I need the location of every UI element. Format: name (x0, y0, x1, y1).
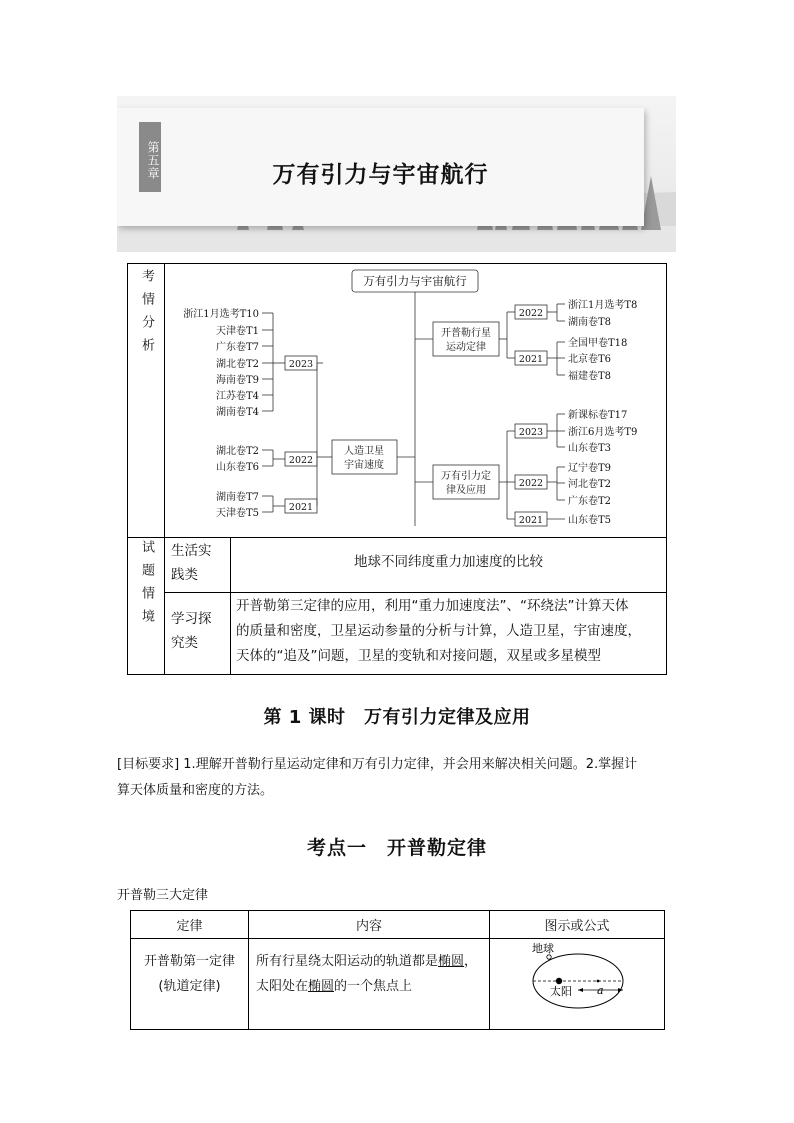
sun-icon (556, 978, 562, 984)
year-label: 2022 (288, 455, 314, 466)
table-row (131, 939, 665, 1030)
column-header: 图示或公式 (490, 911, 665, 939)
column-header: 内容 (249, 911, 490, 939)
year-label: 2022 (518, 478, 544, 489)
sun-label: 太阳 (550, 985, 572, 998)
branch-label: 人造卫星 (344, 446, 384, 457)
exam-item: 辽宁卷T9 (568, 463, 612, 474)
kepler-laws-table (130, 910, 665, 1030)
table-header-row (131, 911, 665, 939)
earth-label: 地球 (532, 942, 554, 955)
year-label: 2021 (518, 354, 544, 365)
law-content: 所有行星绕太阳运动的轨道都是椭圆， 太阳处在椭圆的一个焦点上 (249, 939, 490, 1030)
exam-item: 河北卷T2 (568, 479, 612, 490)
section-intro: 开普勒三大定律 (117, 888, 209, 903)
year-label: 2023 (288, 359, 314, 370)
exam-item: 北京卷T6 (568, 354, 612, 365)
exam-item: 山东卷T6 (215, 462, 259, 473)
scenario-content: 开普勒第三定律的应用，利用“重力加速度法”、“环绕法”计算天体 的质量和密度，卫星运动参量的分析与计算，人造卫星，宇宙速度， 天体的“追及”问题，卫星的变轨和对接问题，双星或多星模型 (236, 598, 641, 664)
exam-item: 山东卷T3 (568, 443, 612, 454)
exam-item: 湖北卷T2 (215, 446, 259, 457)
scenario-type: 学习探 究类 (171, 611, 212, 651)
exam-item: 湖北卷T2 (215, 359, 259, 370)
column-header: 定律 (131, 911, 249, 939)
year-label: 2022 (518, 308, 544, 319)
exam-mindmap (165, 264, 666, 537)
exam-item: 天津卷T1 (215, 326, 259, 337)
exam-item: 海南卷T9 (215, 375, 259, 386)
ellipse-orbit-diagram (490, 939, 664, 1019)
year-label: 2021 (518, 515, 544, 526)
axis-label: a (597, 984, 604, 997)
chapter-banner (117, 96, 676, 252)
exam-item: 湖南卷T4 (215, 407, 259, 418)
exam-item: 广东卷T2 (568, 496, 612, 507)
exam-item: 浙江6月选考T9 (568, 427, 638, 438)
section-title: 考点一 开普勒定律 (306, 837, 487, 859)
law-diagram (490, 939, 665, 1030)
year-label: 2023 (518, 427, 544, 438)
law-name: 开普勒第一定律 (轨道定律) (131, 939, 249, 1030)
branch-label: 开普勒行星 (441, 328, 491, 339)
scenario-type: 生活实 践类 (171, 543, 212, 583)
exam-item: 浙江1月选考T8 (568, 300, 638, 311)
year-label: 2021 (288, 502, 314, 513)
exam-item: 山东卷T5 (568, 515, 612, 526)
exam-item: 江苏卷T4 (215, 391, 259, 402)
banner-card (117, 108, 644, 226)
scenario-content: 地球不同纬度重力加速度的比较 (354, 554, 543, 570)
branch-label: 万有引力定 (441, 471, 491, 482)
exam-item: 湖南卷T8 (568, 317, 612, 328)
goals-tag: [目标要求] (117, 757, 180, 772)
chapter-title: 万有引力与宇宙航行 (272, 162, 489, 188)
exam-item: 全国甲卷T18 (568, 338, 628, 349)
exam-item: 天津卷T5 (215, 508, 259, 519)
exam-item: 湖南卷T7 (215, 492, 259, 503)
exam-item: 广东卷T7 (215, 342, 259, 353)
exam-item: 新课标卷T17 (568, 410, 628, 421)
exam-item: 浙江1月选考T10 (183, 309, 259, 320)
overview-table (127, 263, 667, 675)
exam-item: 福建卷T8 (568, 371, 612, 382)
scenario-label: 试题情境 (139, 540, 154, 632)
mindmap-root: 万有引力与宇宙航行 (363, 274, 467, 288)
branch-label: 运动定律 (446, 342, 486, 353)
branch-label: 宇宙速度 (344, 460, 384, 471)
branch-label: 律及应用 (446, 485, 486, 496)
chapter-tag: 第五章 (139, 122, 161, 192)
lesson-title: 第 1 课时 万有引力定律及应用 (263, 707, 531, 728)
earth-icon (547, 955, 551, 959)
exam-label: 考情分析 (139, 269, 154, 361)
learning-goals: [目标要求] 1.理解开普勒行星运动定律和万有引力定律，并会用来解决相关问题。2.掌握计 算天体质量和密度的方法。 (117, 757, 638, 798)
